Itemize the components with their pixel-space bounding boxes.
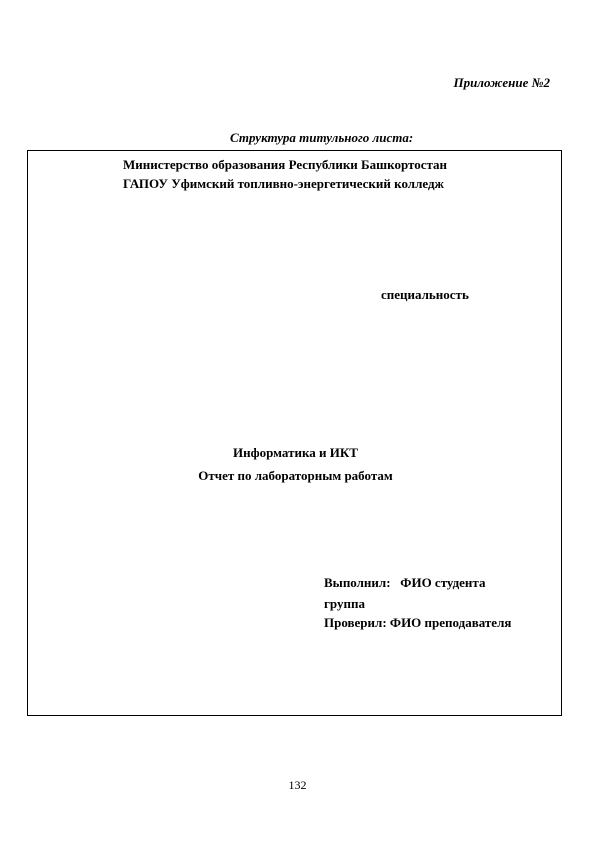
group-line: группа bbox=[324, 596, 365, 611]
report-title: Отчет по лабораторным работам bbox=[198, 468, 393, 483]
appendix-label: Приложение №2 bbox=[453, 75, 550, 90]
structure-caption: Структура титульного листа: bbox=[230, 130, 414, 145]
specialty-label: специальность bbox=[381, 287, 469, 302]
subject-title: Информатика и ИКТ bbox=[233, 445, 358, 460]
college-name: ГАПОУ Уфимский топливно-энергетический колледж bbox=[123, 176, 444, 191]
done-by-line: Выполнил: ФИО студента bbox=[324, 575, 486, 590]
checked-by-line: Проверил: ФИО преподавателя bbox=[324, 615, 512, 630]
title-page-frame bbox=[27, 150, 562, 716]
ministry-name: Министерство образования Республики Башкортостан bbox=[123, 157, 448, 172]
page-number: 132 bbox=[288, 778, 307, 792]
